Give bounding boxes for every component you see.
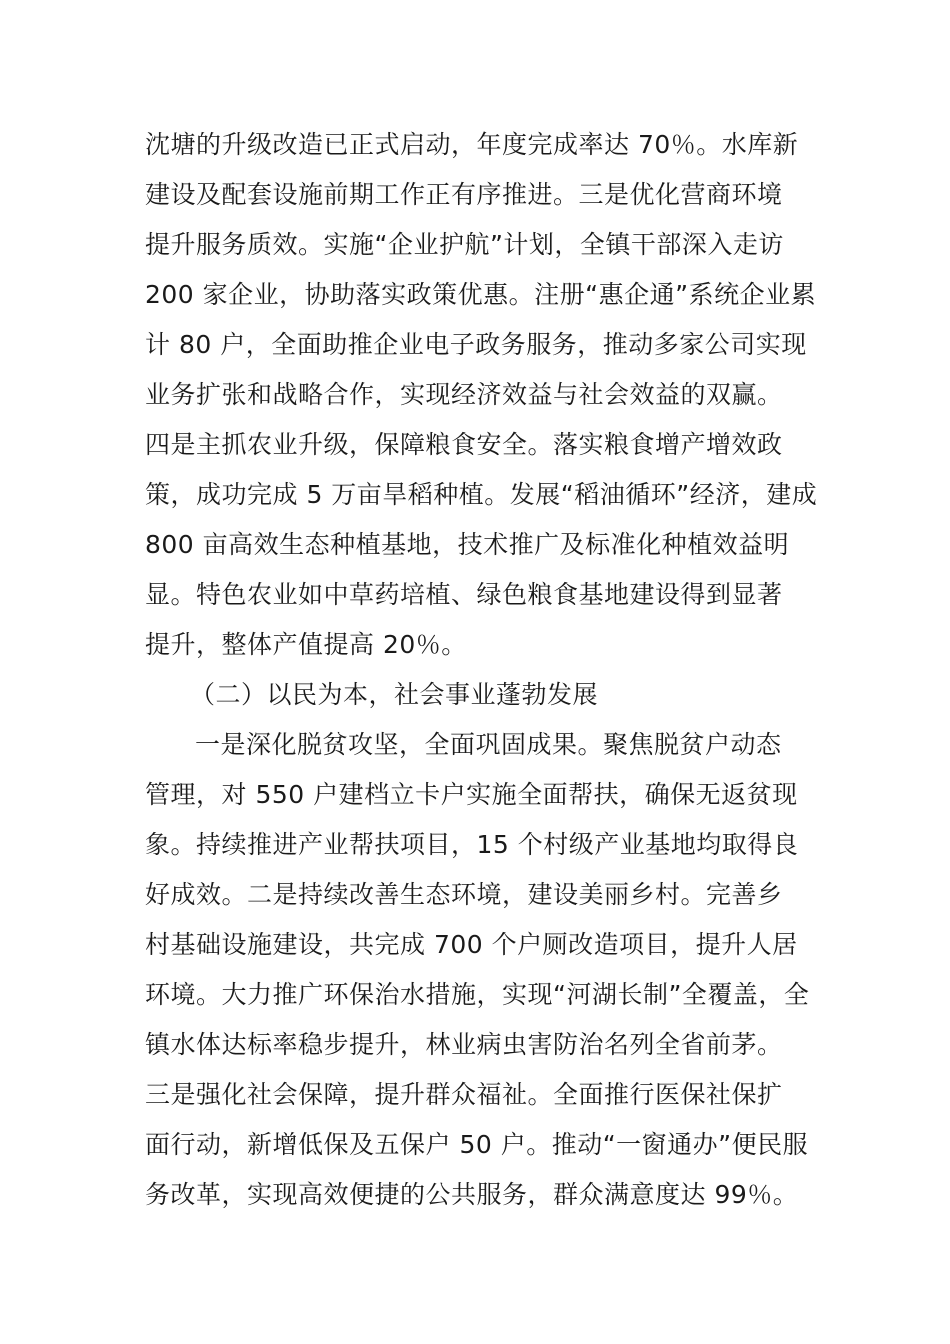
text-line: 建设及配套设施前期工作正有序推进。三是优化营商环境 <box>145 180 783 209</box>
text-line: 村基础设施建设，共完成 700 个户厕改造项目，提升人居 <box>145 930 798 959</box>
text-line: 一是深化脱贫攻坚，全面巩固成果。聚焦脱贫户动态 <box>195 730 782 759</box>
text-line: 显。特色农业如中草药培植、绿色粮食基地建设得到显著 <box>145 580 783 609</box>
text-line: 提升，整体产值提高 20％。 <box>145 630 467 659</box>
text-line: 象。持续推进产业帮扶项目，15 个村级产业基地均取得良 <box>145 830 799 859</box>
text-line: 计 80 户，全面助推企业电子政务服务，推动多家公司实现 <box>145 330 807 359</box>
text-line: 好成效。二是持续改善生态环境，建设美丽乡村。完善乡 <box>145 880 783 909</box>
text-line: 环境。大力推广环保治水措施，实现“河湖长制”全覆盖，全 <box>145 980 810 1009</box>
text-line: 800 亩高效生态种植基地，技术推广及标准化种植效益明 <box>145 530 790 559</box>
section-heading: （二）以民为本，社会事业蓬勃发展 <box>190 680 599 709</box>
text-line: 业务扩张和战略合作，实现经济效益与社会效益的双赢。 <box>145 380 783 409</box>
text-line: 管理，对 550 户建档立卡户实施全面帮扶，确保无返贫现 <box>145 780 798 809</box>
text-line: 四是主抓农业升级，保障粮食安全。落实粮食增产增效政 <box>145 430 783 459</box>
text-line: 面行动，新增低保及五保户 50 户。推动“一窗通办”便民服 <box>145 1130 809 1159</box>
text-line: 沈塘的升级改造已正式启动，年度完成率达 70％。水库新 <box>145 130 799 159</box>
text-line: 镇水体达标率稳步提升，林业病虫害防治名列全省前茅。 <box>145 1030 783 1059</box>
text-line: 三是强化社会保障，提升群众福祉。全面推行医保社保扩 <box>145 1080 783 1109</box>
text-line: 提升服务质效。实施“企业护航”计划，全镇干部深入走访 <box>145 230 784 259</box>
text-line: 策，成功完成 5 万亩旱稻种植。发展“稻油循环”经济，建成 <box>145 480 818 509</box>
text-line: 200 家企业，协助落实政策优惠。注册“惠企通”系统企业累 <box>145 280 817 309</box>
text-line: 务改革，实现高效便捷的公共服务，群众满意度达 99％。 <box>145 1180 799 1209</box>
